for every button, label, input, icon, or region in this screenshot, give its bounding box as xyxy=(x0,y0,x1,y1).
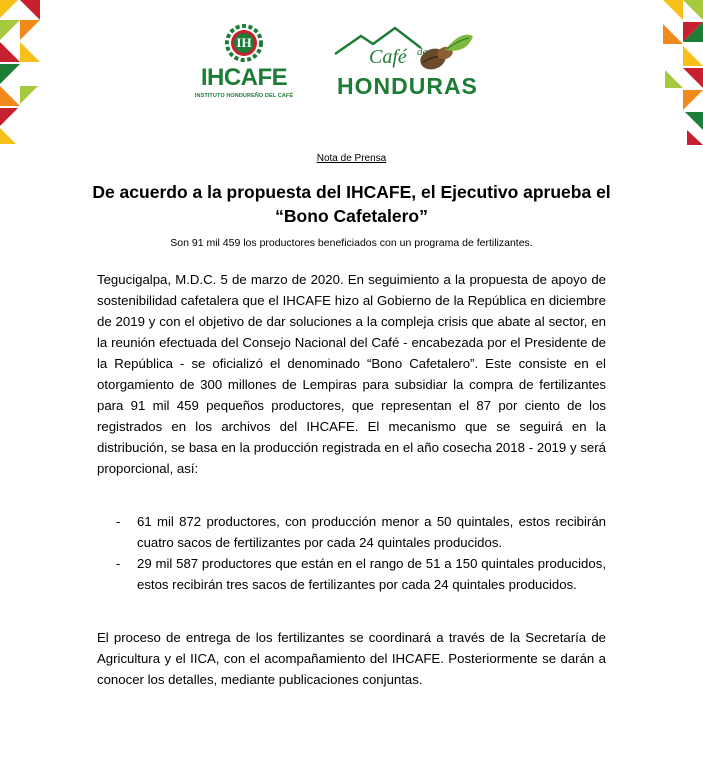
press-note-label: Nota de Prensa xyxy=(316,153,387,164)
cafe-de-honduras-logo xyxy=(333,26,511,102)
bullet-text: 61 mil 872 productores, con producción menor a 50 quintales, estos recibirán cuatro sacos de fertilizantes por cada 24 quintales producidos. xyxy=(137,514,606,550)
bullet-marker: - xyxy=(116,556,121,571)
beneficiary-list xyxy=(97,511,606,595)
article-headline: De acuerdo a la propuesta del IHCAFE, el Ejecutivo aprueba el “Bono Cafetalero” xyxy=(92,182,611,226)
article-paragraph-1: Tegucigalpa, M.D.C. 5 de marzo de 2020. En seguimiento a la propuesta de apoyo de sostenibilidad cafetalera que el IHCAFE hizo al Gobierno de la República en diciembre de 2019 y con el objetivo de dar soluciones a la compleja crisis que abate al sector, en la reunión efectuada del Consejo Nacional del Café - encabezada por el Presidente de la República - se oficializó el denominado “Bono Cafetalero”. Este consiste en el otorgamiento de 300 millones de Lempiras para subsidiar la compra de fertilizantes para 91 mil 459 pequeños productores, que representan el 87 por ciento de los registrados en los archivos del IHCAFE. El mecanismo que se seguirá en la distribución, se basa en la producción registrada en el año cosecha 2018 - 2019 y será proporcional, así: xyxy=(97,272,606,476)
ihcafe-emblem-letters: IH xyxy=(236,35,252,50)
triangle-pattern-left-icon xyxy=(0,0,42,160)
article-paragraph-2: El proceso de entrega de los fertilizantes se coordinará a través de la Secretaría de Agricultura y el IICA, con el acompañamiento del IHCAFE. Posteriormente se darán a conocer los detalles, mediante publicaciones conjuntas. xyxy=(97,630,606,687)
ihcafe-subtitle: INSTITUTO HONDUREÑO DEL CAFÉ xyxy=(194,93,294,99)
bullet-text: 29 mil 587 productores que están en el rango de 51 a 150 quintales producidos, estos recibirán tres sacos de fertilizantes por cada 24 quintales producidos. xyxy=(137,556,606,592)
list-item xyxy=(97,553,606,595)
list-item xyxy=(97,511,606,553)
honduras-word: HONDURAS xyxy=(337,73,478,99)
triangle-pattern-right-icon xyxy=(655,0,703,145)
article-subhead: Son 91 mil 459 los productores beneficiados con un programa de fertilizantes. xyxy=(170,237,533,249)
bullet-marker: - xyxy=(116,514,121,529)
de-word: de xyxy=(417,46,428,58)
ihcafe-logo xyxy=(188,24,300,112)
cafe-word: Café xyxy=(369,46,407,68)
ihcafe-name: IHCAFE xyxy=(200,64,288,91)
